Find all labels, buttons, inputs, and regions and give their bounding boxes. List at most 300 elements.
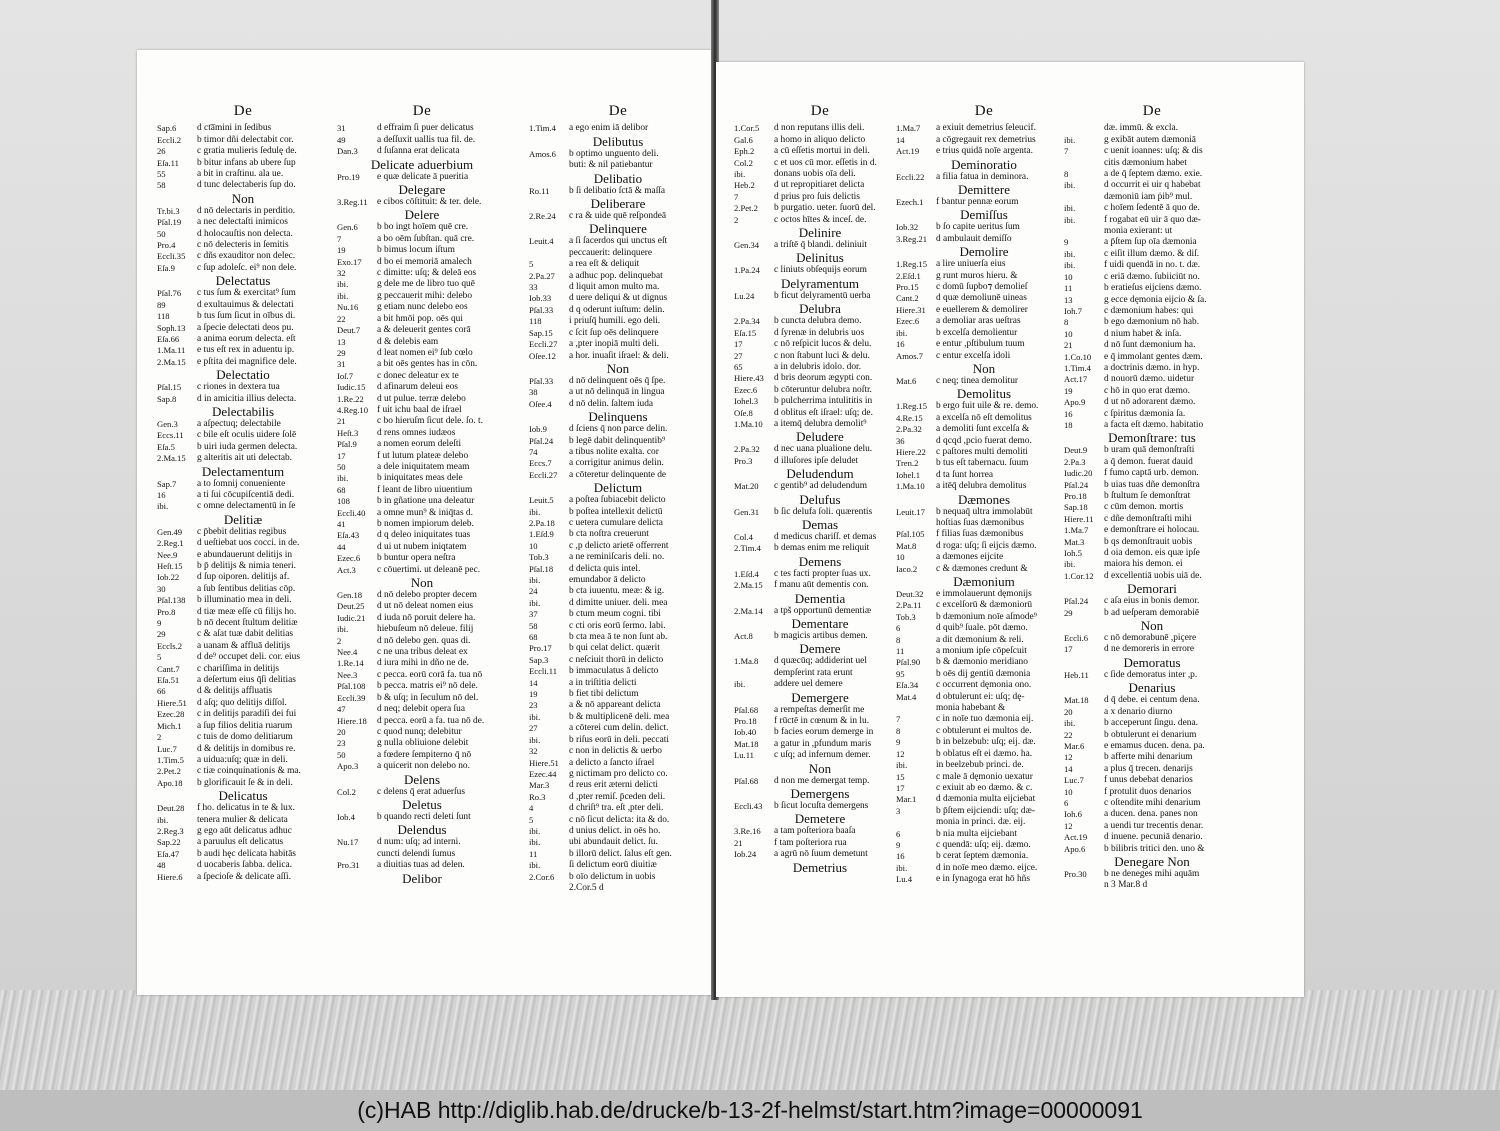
entry-reference: Lu.11 [734, 750, 754, 761]
concordance-entry [1064, 409, 1240, 420]
entry-text: c liniuts obſequijs eorum [774, 265, 867, 276]
entry-reference [1064, 880, 1104, 891]
entry-text: d nō delinquent oēs q̄ ſpe. [569, 375, 666, 386]
entry-text: c domū ſupbo⁊ demolieſ [936, 282, 1028, 293]
concordance-entry [896, 541, 1072, 552]
headword: Delendus [397, 822, 447, 838]
entry-reference: Hiere.22 [896, 446, 926, 457]
headword: Demorari [1127, 581, 1177, 597]
concordance-entry [157, 430, 329, 441]
concordance-entry [529, 666, 707, 677]
concordance-entry [896, 726, 1072, 737]
entry-reference: Nu.17 [337, 837, 359, 848]
concordance-entry [337, 348, 507, 359]
entry-reference: Iudic.21 [337, 612, 366, 623]
entry-reference: Sap.15 [529, 327, 553, 338]
entry-text: c ſcit ſup oēs delinquere [569, 327, 659, 338]
entry-text: b nia multa eijciebant [936, 828, 1017, 839]
concordance-entry [896, 703, 1072, 714]
entry-reference: 9 [1064, 237, 1069, 248]
entry-text: c tuis de domo delitiarum [197, 732, 293, 743]
entry-text: d tiæ meæ eſſe cū filijs ho. [197, 606, 297, 617]
concordance-entry [529, 529, 707, 540]
entry-reference: Apo.9 [1064, 397, 1086, 408]
entry-reference: 1.Cor.12 [1064, 570, 1094, 581]
entry-text: d reus erit æterni delicti [569, 780, 659, 791]
entry-text: a in delubris idolo. dor. [774, 361, 861, 372]
entry-reference: Eſa.43 [337, 530, 360, 541]
entry-reference: 2.Cor.6 [529, 871, 555, 882]
concordance-entry [896, 305, 1072, 316]
right-page-column-3 [1064, 103, 1240, 892]
entry-reference: 50 [337, 461, 346, 472]
entry-text: b legē dabit delinquentib⁹ [569, 435, 666, 446]
entry-reference: Sap.3 [529, 654, 549, 665]
entry-reference: 27 [529, 723, 538, 734]
concordance-entry [337, 359, 507, 370]
entry-text: d ut nō deleat nomen eius [377, 601, 474, 612]
concordance-entry [157, 629, 329, 640]
entry-text: a itemq̄ delubra demolit⁹ [774, 418, 867, 429]
entry-text: a ne reminiſcaris deli. no. [569, 552, 665, 563]
entry-reference: 4 [529, 803, 534, 814]
entry-reference: Pſal.19 [157, 217, 182, 228]
entry-text: d cta̅mini in ſedibus [197, 123, 272, 134]
entry-text: a nomen eorum deleſti [377, 439, 462, 450]
entry-text: e tus eſt rex in aduentu ip. [197, 345, 295, 356]
entry-text: d occurrit ei uir q habebat [1104, 180, 1201, 191]
headword: Denegare Non [1114, 853, 1190, 869]
concordance-entry [529, 815, 707, 826]
concordance-entry [337, 314, 507, 325]
entry-reference: 14 [529, 677, 538, 688]
concordance-entry [734, 169, 906, 180]
entry-reference: Ioſ.7 [337, 370, 353, 381]
concordance-entry [337, 279, 507, 290]
entry-text: ubi abundauit delict. ſu. [569, 837, 658, 848]
entry-text: cuncti delendi ſumus [377, 848, 456, 859]
entry-text: c chariſſima in delitijs [197, 663, 280, 674]
concordance-entry [337, 681, 507, 692]
entry-text: a ſub ſentibus delitias cōp. [197, 583, 296, 594]
headword: Delicatus [218, 788, 268, 804]
concordance-entry [1064, 340, 1240, 351]
entry-reference: Eph.2 [734, 146, 755, 157]
entry-text: b p̄ delitijs & nimia teneri. [197, 561, 296, 571]
concordance-entry [1064, 514, 1240, 525]
entry-text: d & delebis eam [377, 336, 439, 347]
entry-reference: ibi. [157, 814, 169, 825]
concordance-entry [1064, 787, 1240, 798]
entry-text: d nō delebo propter decem [377, 590, 477, 601]
entry-text: d ne demoreris in errore [1104, 644, 1195, 655]
entry-reference: 1.Tim.4 [529, 123, 556, 134]
headword: Deminoratio [951, 156, 1017, 172]
entry-text: b cōteruntur delubra noſtr. [774, 384, 872, 395]
headword: Demonſtrare: tus [1108, 430, 1196, 446]
entry-text: a uendi tur trecentis denar. [1104, 820, 1204, 831]
headword: Demens [798, 553, 842, 569]
entry-reference: Nu.16 [337, 302, 359, 313]
entry-text: a tam poſteriora baaſa [774, 826, 856, 837]
entry-text: a poſtea ſubiacebit delicto [569, 495, 666, 506]
entry-reference: Col.4 [734, 531, 753, 542]
concordance-entry [337, 530, 507, 541]
entry-reference: 2 [734, 214, 739, 225]
concordance-entry [529, 271, 707, 282]
concordance-entry [529, 826, 707, 837]
entry-text: maiora his demon. ei [1104, 559, 1183, 570]
concordance-entry [157, 755, 329, 766]
concordance-entry [1064, 397, 1240, 408]
entry-text: b afferte mihi denarium [1104, 752, 1193, 763]
concordance-entry [157, 550, 329, 561]
entry-text: e in ſynagoga erat hō hñs [936, 874, 1030, 885]
entry-text: f unus debebat denarios [1104, 775, 1193, 786]
entry-text: c dæmonium habes: qui [1104, 305, 1194, 316]
entry-text: f filias ſuas dæmonibus [936, 529, 1024, 540]
entry-reference: ibi. [529, 837, 541, 848]
concordance-entry [157, 572, 329, 583]
concordance-entry [157, 158, 329, 169]
headword: Non [410, 575, 434, 591]
entry-reference: 36 [896, 435, 905, 446]
entry-text: d nec uana plualione delu. [774, 444, 873, 455]
headword: Demittere [958, 182, 1010, 198]
headword: Delectatio [216, 367, 270, 383]
entry-reference: 8 [896, 634, 901, 645]
entry-reference: Leuit.17 [896, 506, 925, 517]
entry-text: d dæmonia multa eijciebat [936, 794, 1036, 805]
entry-text: c uetera cumulare delicta [569, 517, 663, 528]
concordance-entry [896, 669, 1072, 680]
concordance-entry [529, 236, 707, 247]
entry-text: a delicto a ſancto iſrael [569, 757, 655, 768]
entry-text: b ergo fuit uile & re. demo. [936, 401, 1039, 412]
entry-reference [896, 703, 936, 714]
entry-reference: Mat.18 [1064, 695, 1089, 706]
concordance-entry [337, 439, 507, 450]
entry-reference: Apo.3 [337, 761, 359, 772]
concordance-entry [896, 401, 1072, 412]
entry-text: c occurrent dęmonia ono. [936, 680, 1032, 691]
concordance-entry [337, 624, 507, 635]
headword: Delubra [799, 301, 841, 317]
entry-text: c eriā dæmo. ſubiiciūt no. [1104, 271, 1200, 282]
entry-text: b excelſa demolientur [936, 327, 1018, 338]
entry-text: c cūm demon. mortis [1104, 502, 1184, 513]
entry-reference: ibi. [337, 290, 349, 301]
concordance-entry [157, 641, 329, 652]
entry-reference: Eccli.27 [529, 469, 558, 480]
concordance-entry [1064, 215, 1240, 226]
entry-text: a lire uniuerſa eius [936, 259, 1006, 270]
concordance-entry [734, 396, 906, 407]
entry-reference: 9 [157, 618, 162, 629]
concordance-entry [529, 849, 707, 860]
entry-reference: Tren.2 [896, 458, 919, 469]
entry-text: d neq; delebit opera ſua [377, 704, 465, 715]
entry-reference: 3.Reg.21 [896, 233, 928, 244]
entry-text: b ſo capite ueritus ſum [936, 222, 1020, 233]
concordance-entry [157, 584, 329, 595]
concordance-entry [337, 268, 507, 279]
entry-text: a itēq̄ delubra demolitus [936, 481, 1027, 492]
concordance-entry [1064, 730, 1240, 741]
entry-text: f tam poſteriora rua [774, 837, 847, 848]
concordance-entry [1064, 445, 1240, 456]
concordance-entry [734, 158, 906, 169]
concordance-entry [337, 451, 507, 462]
entry-reference: Pro.30 [1064, 868, 1087, 879]
entry-reference: 65 [734, 361, 743, 372]
entry-reference: Hiere.51 [529, 757, 559, 768]
entry-reference: ibi. [1064, 214, 1076, 225]
entry-reference: Lu.24 [734, 290, 755, 301]
entry-text: c cti oris eorū ſermo. labi. [569, 620, 666, 631]
entry-text: b cta mea ā te non ſunt ab. [569, 632, 668, 643]
entry-text: b & dæmonio meridiano [936, 657, 1028, 668]
entry-reference: Iob.33 [529, 293, 552, 304]
entry-text: a ,pter inopiā multi deli. [569, 339, 660, 350]
entry-text: d q oderunt iuſtum: delin. [569, 304, 665, 315]
entry-reference: 7 [1064, 146, 1069, 157]
entry-text: a facta eſt dæmo. habitatio [1104, 419, 1204, 430]
concordance-entry [1064, 468, 1240, 479]
entry-reference: Oſe.8 [734, 407, 753, 418]
entry-reference: Pſal.33 [529, 304, 554, 315]
entry-text: a bit oēs gentes has in cōn. [377, 359, 478, 370]
concordance-entry [157, 146, 329, 157]
entry-reference: 44 [337, 541, 346, 552]
concordance-entry [529, 259, 707, 270]
concordance-entry [529, 424, 707, 435]
entry-text: a ducen. dena. panes non [1104, 809, 1198, 820]
entry-text: tenera mulier & delicata [197, 814, 288, 825]
concordance-entry [1064, 374, 1240, 385]
concordance-entry [896, 293, 1072, 304]
entry-text: c cōuertimi. ut deleanē pec. [377, 564, 481, 575]
concordance-entry [157, 664, 329, 675]
entry-reference: Iob.32 [896, 222, 919, 233]
concordance-entry [1064, 798, 1240, 809]
concordance-entry [337, 245, 507, 256]
entry-reference: 1.Ma.7 [1064, 525, 1089, 536]
entry-text: b bo ingt hoīem quē cre. [377, 222, 469, 233]
entry-reference: Leuit.4 [529, 236, 554, 247]
concordance-entry [896, 680, 1072, 691]
entry-reference: Iaco.2 [896, 563, 918, 574]
concordance-entry [734, 705, 906, 716]
entry-text: d iuda nō poruit delere ha. [377, 612, 476, 623]
entry-reference: Ezec.6 [896, 316, 920, 327]
concordance-entry [157, 206, 329, 217]
entry-text: d obtulerunt ei: uſq; dę- [936, 691, 1025, 702]
headword: Demere [799, 641, 841, 657]
concordance-entry [157, 698, 329, 709]
entry-text: b cerat ſeptem dæmonia. [936, 851, 1029, 862]
entry-text: f rogabat eū uir ā quo dæ- [1104, 214, 1201, 225]
entry-text: a x denario diurno [1104, 706, 1173, 717]
entry-reference: Pſal.68 [734, 775, 759, 786]
entry-reference: Nee.9 [157, 549, 178, 560]
entry-text: d q deleo iniquitates tuas [377, 530, 471, 541]
entry-text: b magicis artibus demen. [774, 631, 868, 641]
entry-text: b oblatus eſt ei dæmo. ha. [936, 748, 1033, 759]
entry-reference: 2.Pa.11 [896, 600, 922, 611]
entry-reference: 2.Ma.15 [157, 453, 186, 464]
entry-reference: 48 [157, 860, 166, 871]
entry-text: d chriſt⁹ tra. eſt ,pter deli. [569, 803, 664, 814]
entry-reference: Sap.6 [157, 123, 177, 134]
concordance-entry [157, 334, 329, 345]
concordance-entry [529, 447, 707, 458]
entry-text: e pſtita dei magnifice dele. [197, 356, 297, 367]
concordance-entry [734, 668, 906, 679]
concordance-entry [157, 721, 329, 732]
entry-reference: Eccls.2 [157, 640, 183, 651]
headword: Demetrius [792, 859, 848, 875]
entry-text: b in gñatione una deleatur [377, 496, 475, 507]
entry-text: d in noīe meo dæmo. eijce. [936, 862, 1038, 873]
concordance-entry [896, 424, 1072, 435]
entry-text: d prius pro ſuis delictis [774, 191, 860, 202]
concordance-entry [529, 149, 707, 160]
concordance-entry [1064, 491, 1240, 502]
concordance-entry [529, 282, 707, 293]
entry-reference: 49 [337, 134, 346, 145]
entry-text: b ad ueſperam demorabiē [1104, 607, 1200, 618]
concordance-entry [157, 595, 329, 606]
entry-text: monia in princi. dæ. eij. [936, 817, 1026, 828]
entry-text: f uidi quendā in no. t. dæ. [1104, 260, 1201, 271]
entry-text: e quæ delicate ā pueritia [377, 171, 469, 182]
entry-reference: 10 [896, 552, 905, 563]
entry-reference: Heſt.15 [157, 561, 183, 571]
concordance-entry [157, 288, 329, 299]
entry-text: d holocauſtis non delecta. [197, 228, 293, 239]
concordance-entry [157, 872, 329, 883]
concordance-entry [157, 229, 329, 240]
concordance-entry [1064, 502, 1240, 513]
entry-text: d ambulauit demiſſo [936, 233, 1012, 244]
concordance-entry [337, 302, 507, 313]
concordance-entry [1064, 537, 1240, 548]
entry-reference: Sap.7 [157, 478, 177, 489]
concordance-entry [337, 135, 507, 146]
entry-reference: Ro.3 [529, 791, 546, 802]
entry-reference: Eſa.34 [896, 680, 919, 691]
concordance-entry [896, 507, 1072, 518]
entry-reference: Pſal.9 [337, 439, 357, 450]
entry-text: b oīo delictum in uobis [569, 871, 656, 882]
entry-text: c ne una tribus deleat ex [377, 647, 468, 658]
entry-reference: Luc.7 [1064, 775, 1084, 786]
entry-reference: Ezec.44 [529, 768, 557, 779]
entry-reference: 23 [337, 738, 346, 749]
entry-text: b buntur opera neſtra [377, 553, 456, 564]
entry-text: addere uel demere [774, 679, 843, 690]
entry-text: a tpš opportunū dementiæ [774, 605, 872, 616]
entry-text: a tibus nolite exalta. cor [569, 446, 659, 457]
concordance-entry [157, 837, 329, 848]
entry-text: b audi hęc delicata habitās [197, 848, 296, 859]
entry-text: g runt muros hieru. & [936, 270, 1018, 281]
concordance-entry [157, 442, 329, 453]
concordance-entry [1064, 869, 1240, 880]
headword: Deliberare [590, 196, 646, 212]
concordance-entry [337, 382, 507, 393]
entry-text: b ſic delufa ſoli. quærentis [774, 506, 873, 517]
entry-text: b eratieſus eijciens dæmo. [1104, 283, 1202, 294]
headword: Demolitus [956, 386, 1012, 402]
concordance-entry [1064, 764, 1240, 775]
entry-text: f bantur pennæ eorum [936, 197, 1019, 208]
entry-reference: 27 [734, 350, 743, 361]
headword: Delictum [593, 480, 643, 496]
entry-text: d effraim ſi puer delicatus [377, 123, 474, 134]
entry-reference: Iob.4 [337, 811, 355, 822]
entry-text: c ſide demoratus inter ,p. [1104, 669, 1198, 680]
concordance-entry [157, 419, 329, 430]
headword: Dementare [791, 616, 849, 631]
concordance-entry [529, 678, 707, 689]
entry-reference: Lu.4 [896, 874, 912, 885]
entry-text: g etiam nunc delebo eos [377, 302, 468, 313]
entry-text: a cōteretur delinquente de [569, 469, 667, 480]
entry-text: d pecca. eorū a fa. tua nō de. [377, 715, 485, 726]
entry-text: f fumo captā urb. demon. [1104, 468, 1199, 479]
entry-text: d afinarum deleui eos [377, 382, 458, 393]
headword: Delectamentum [201, 463, 285, 479]
concordance-entry [337, 613, 507, 624]
concordance-entry [337, 738, 507, 749]
entry-reference: Ezec.6 [337, 553, 361, 564]
entry-reference: Pſal.24 [1064, 596, 1089, 607]
entry-reference: Ezec.6 [734, 384, 758, 395]
entry-text: c bile eſt oculis uidere ſolē [197, 430, 297, 441]
concordance-entry [157, 323, 329, 334]
entry-reference: 58 [529, 620, 538, 631]
entry-reference: 19 [529, 689, 538, 700]
concordance-entry [529, 339, 707, 350]
headword: Delibor [402, 870, 442, 886]
headword: Delufus [799, 491, 841, 507]
entry-reference: Eccli.6 [1064, 633, 1089, 644]
entry-reference: Iudic.20 [1064, 468, 1093, 479]
concordance-entry [337, 704, 507, 715]
concordance-entry [529, 248, 707, 259]
entry-reference: Mar.6 [1064, 740, 1085, 751]
entry-text: a omne mun⁹ & iniq̄tas d. [377, 507, 473, 518]
entry-reference: 1.Re.14 [337, 658, 364, 669]
entry-text: a excelſa nō eſt demolitus [936, 412, 1032, 423]
concordance-entry [896, 840, 1072, 851]
left-page [137, 50, 713, 995]
entry-text: b demas enim me reliquit [774, 543, 870, 554]
entry-reference: Eſa.5 [157, 441, 175, 452]
concordance-entry [896, 772, 1072, 783]
concordance-entry [529, 507, 707, 518]
headword: Non [1140, 618, 1164, 634]
headword: Demiſſus [960, 207, 1008, 223]
entry-reference: Eſa.15 [734, 327, 757, 338]
entry-reference: Heb.2 [734, 180, 755, 191]
entry-text: dempſerint rata erunt [774, 667, 853, 678]
entry-reference: Deut.7 [337, 325, 361, 336]
entry-reference: Sap.18 [1064, 502, 1088, 513]
concordance-entry [896, 829, 1072, 840]
